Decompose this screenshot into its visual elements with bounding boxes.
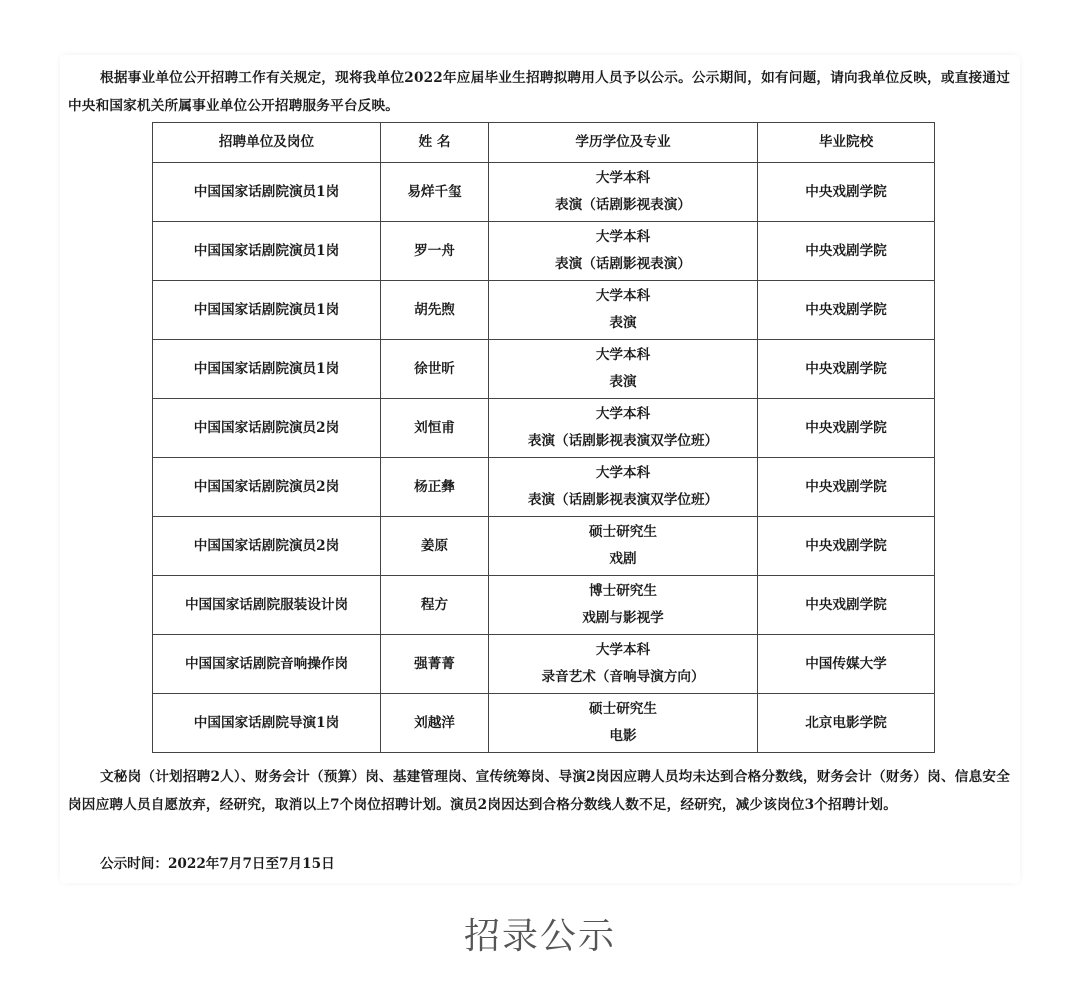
major: 表演（话剧影视表演双学位班）	[527, 433, 719, 449]
cell-name: 姜原	[381, 517, 489, 576]
major: 戏剧	[609, 551, 637, 567]
cell-school: 中央戏剧学院	[758, 222, 935, 281]
cell-degree-major	[489, 635, 758, 694]
cell-post: 中国国家话剧院演员1岗	[153, 281, 381, 340]
cell-post: 中国国家话剧院演员1岗	[153, 222, 381, 281]
cell-degree-major	[489, 517, 758, 576]
major: 表演	[609, 315, 637, 331]
major: 表演（话剧影视表演）	[555, 256, 691, 272]
cell-degree-major	[489, 281, 758, 340]
degree: 大学本科	[595, 170, 651, 186]
cell-school: 中央戏剧学院	[758, 281, 935, 340]
intro-paragraph: 根据事业单位公开招聘工作有关规定，现将我单位2022年应届毕业生招聘拟聘用人员予以公示。公示期间，如有问题，请向我单位反映，或直接通过中央和国家机关所属事业单位公开招聘服务平台反映。	[68, 70, 1010, 114]
table-row	[153, 576, 935, 635]
header-post: 招聘单位及岗位	[153, 123, 381, 163]
major: 表演	[609, 374, 637, 390]
note-paragraph: 文秘岗（计划招聘2人）、财务会计（预算）岗、基建管理岗、宣传统筹岗、导演2岗因应聘人员均未达到合格分数线，财务会计（财务）岗、信息安全岗因应聘人员自愿放弃，经研究，取消以上7个岗位招聘计划。演员2岗因达到合格分数线人数不足，经研究，减少该岗位3个招聘计划。	[68, 769, 1010, 813]
cell-school: 中央戏剧学院	[758, 399, 935, 458]
cell-school: 中央戏剧学院	[758, 163, 935, 222]
notice-document	[60, 55, 1020, 883]
table-row	[153, 635, 935, 694]
table-row	[153, 222, 935, 281]
cell-degree-major	[489, 576, 758, 635]
notice-period: 公示时间：2022年7月7日至7月15日	[100, 856, 335, 872]
table-row	[153, 340, 935, 399]
cell-school: 中国传媒大学	[758, 635, 935, 694]
cell-name: 刘恒甫	[381, 399, 489, 458]
major: 表演（话剧影视表演）	[555, 197, 691, 213]
table-row	[153, 399, 935, 458]
cell-school: 中央戏剧学院	[758, 458, 935, 517]
degree: 大学本科	[595, 288, 651, 304]
cell-post: 中国国家话剧院导演1岗	[153, 694, 381, 753]
cell-name: 刘越洋	[381, 694, 489, 753]
cell-degree-major	[489, 340, 758, 399]
cell-degree-major	[489, 222, 758, 281]
cell-school: 中央戏剧学院	[758, 517, 935, 576]
cell-post: 中国国家话剧院演员1岗	[153, 340, 381, 399]
cell-degree-major	[489, 458, 758, 517]
degree: 大学本科	[595, 229, 651, 245]
cell-post: 中国国家话剧院服装设计岗	[153, 576, 381, 635]
cell-school: 中央戏剧学院	[758, 340, 935, 399]
degree: 硕士研究生	[589, 524, 657, 540]
cell-name: 罗一舟	[381, 222, 489, 281]
cell-name: 胡先煦	[381, 281, 489, 340]
degree: 大学本科	[595, 406, 651, 422]
major: 电影	[609, 728, 637, 744]
major: 表演（话剧影视表演双学位班）	[527, 492, 719, 508]
degree: 博士研究生	[589, 583, 657, 599]
table-header-row	[153, 123, 935, 163]
cell-degree-major	[489, 163, 758, 222]
cell-post: 中国国家话剧院演员2岗	[153, 517, 381, 576]
table-row	[153, 281, 935, 340]
cell-post: 中国国家话剧院演员2岗	[153, 458, 381, 517]
major: 录音艺术（音响导演方向）	[541, 669, 705, 685]
degree: 大学本科	[595, 465, 651, 481]
caption: 招录公示	[463, 916, 616, 957]
cell-name: 强菁菁	[381, 635, 489, 694]
header-name: 姓 名	[381, 123, 489, 163]
degree: 大学本科	[595, 347, 651, 363]
table-row	[153, 458, 935, 517]
cell-name: 易烊千玺	[381, 163, 489, 222]
cell-school: 北京电影学院	[758, 694, 935, 753]
cell-name: 徐世昕	[381, 340, 489, 399]
cell-degree-major	[489, 694, 758, 753]
degree: 大学本科	[595, 642, 651, 658]
cell-post: 中国国家话剧院演员1岗	[153, 163, 381, 222]
major: 戏剧与影视学	[582, 610, 664, 626]
cell-post: 中国国家话剧院演员2岗	[153, 399, 381, 458]
cell-name: 杨正彝	[381, 458, 489, 517]
table-row	[153, 163, 935, 222]
cell-school: 中央戏剧学院	[758, 576, 935, 635]
hiring-table	[152, 122, 935, 753]
header-degree: 学历学位及专业	[489, 123, 758, 163]
table-row	[153, 517, 935, 576]
table-row	[153, 694, 935, 753]
header-school: 毕业院校	[758, 123, 935, 163]
cell-name: 程方	[381, 576, 489, 635]
degree: 硕士研究生	[589, 701, 657, 717]
cell-degree-major	[489, 399, 758, 458]
cell-post: 中国国家话剧院音响操作岗	[153, 635, 381, 694]
